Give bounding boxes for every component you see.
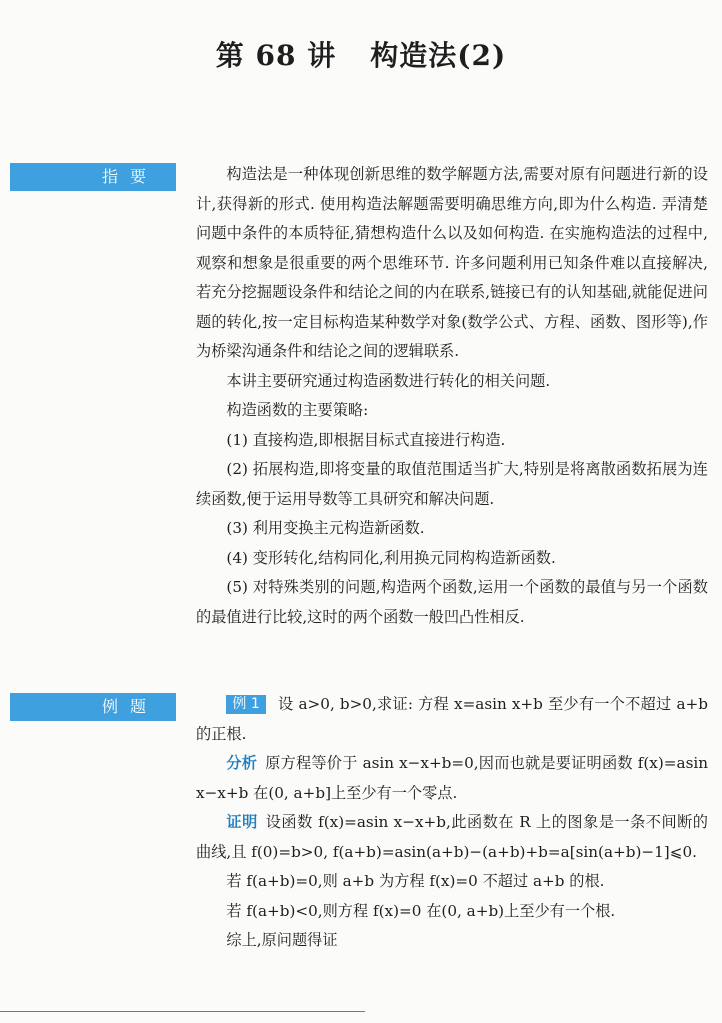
guide-paragraph: 本讲主要研究通过构造函数进行转化的相关问题.	[226, 371, 551, 390]
strategy-item: (4) 变形转化,结构同化,利用换元同构构造新函数.	[226, 548, 556, 567]
strategy-item: (1) 直接构造,即根据目标式直接进行构造.	[226, 430, 506, 449]
page-title	[0, 34, 722, 74]
strategy-item: (2) 拓展构造,即将变量的取值范围适当扩大,特别是将离散函数拓展为连续函数,便于运用导数等工具研究和解决问题.	[196, 460, 708, 508]
strategy-item: (3) 利用变换主元构造新函数.	[226, 519, 425, 537]
example-problem	[196, 690, 708, 749]
analysis-label: 分析	[226, 754, 258, 772]
problem-text: 设 a>0, b>0,求证: 方程 x=asin x+b 至少有一个不超过 a+b 的正根.	[196, 695, 708, 743]
proof-label: 证明	[226, 813, 258, 831]
proof-case-1: 若 f(a+b)=0,则 a+b 为方程 f(x)=0 不超过 a+b 的根.	[226, 872, 605, 890]
guide-section	[196, 160, 708, 632]
proof-text: 设函数 f(x)=asin x−x+b,此函数在 R 上的图象是一条不间断的曲线,且 f(0)=b>0, f(a+b)=asin(a+b)−(a+b)+b=a[sin(a+b)−1]⩽0.	[196, 813, 708, 861]
strategy-item: (5) 对特殊类别的问题,构造两个函数,运用一个函数的最值与另一个函数的最值进行比较,这时的两个函数一般凹凸性相反.	[196, 578, 708, 626]
lecture-number: 第 68 讲	[215, 39, 337, 72]
lecture-topic: 构造法(2)	[370, 39, 507, 72]
guide-paragraph: 构造法是一种体现创新思维的数学解题方法,需要对原有问题进行新的设计,获得新的形式. 使用构造法解题需要明确思维方向,即为什么构造. 弄清楚问题中条件的本质特征,猜想构造什么以及如何构造. 在实施构造法的过程中,观察和想象是很重要的两个思维环节. 许多问题利用已知条件难以直接解决,若充分挖掘题设条件和结论之间的内在联系,链接已有的认知基础,就能促进问题的转化,按一定目标构造某种数学对象(数学公式、方程、函数、图形等),作为桥梁沟通条件和结论之间的逻辑联系.	[196, 165, 708, 360]
section-tag-guide: 指要	[10, 163, 176, 191]
analysis-text: 原方程等价于 asin x−x+b=0,因而也就是要证明函数 f(x)=asin x−x+b 在(0, a+b]上至少有一个零点.	[196, 754, 709, 802]
example-label: 例 1	[226, 695, 265, 714]
proof-case-2: 若 f(a+b)<0,则方程 f(x)=0 在(0, a+b)上至少有一个根.	[226, 901, 616, 920]
guide-paragraph: 构造函数的主要策略:	[226, 401, 369, 419]
section-tag-example: 例题	[10, 693, 176, 721]
example-section	[196, 690, 708, 956]
footer-rule	[0, 1011, 365, 1012]
proof-conclusion: 综上,原问题得证	[226, 931, 338, 949]
proof-paragraph	[196, 808, 708, 867]
analysis-paragraph	[196, 749, 708, 808]
